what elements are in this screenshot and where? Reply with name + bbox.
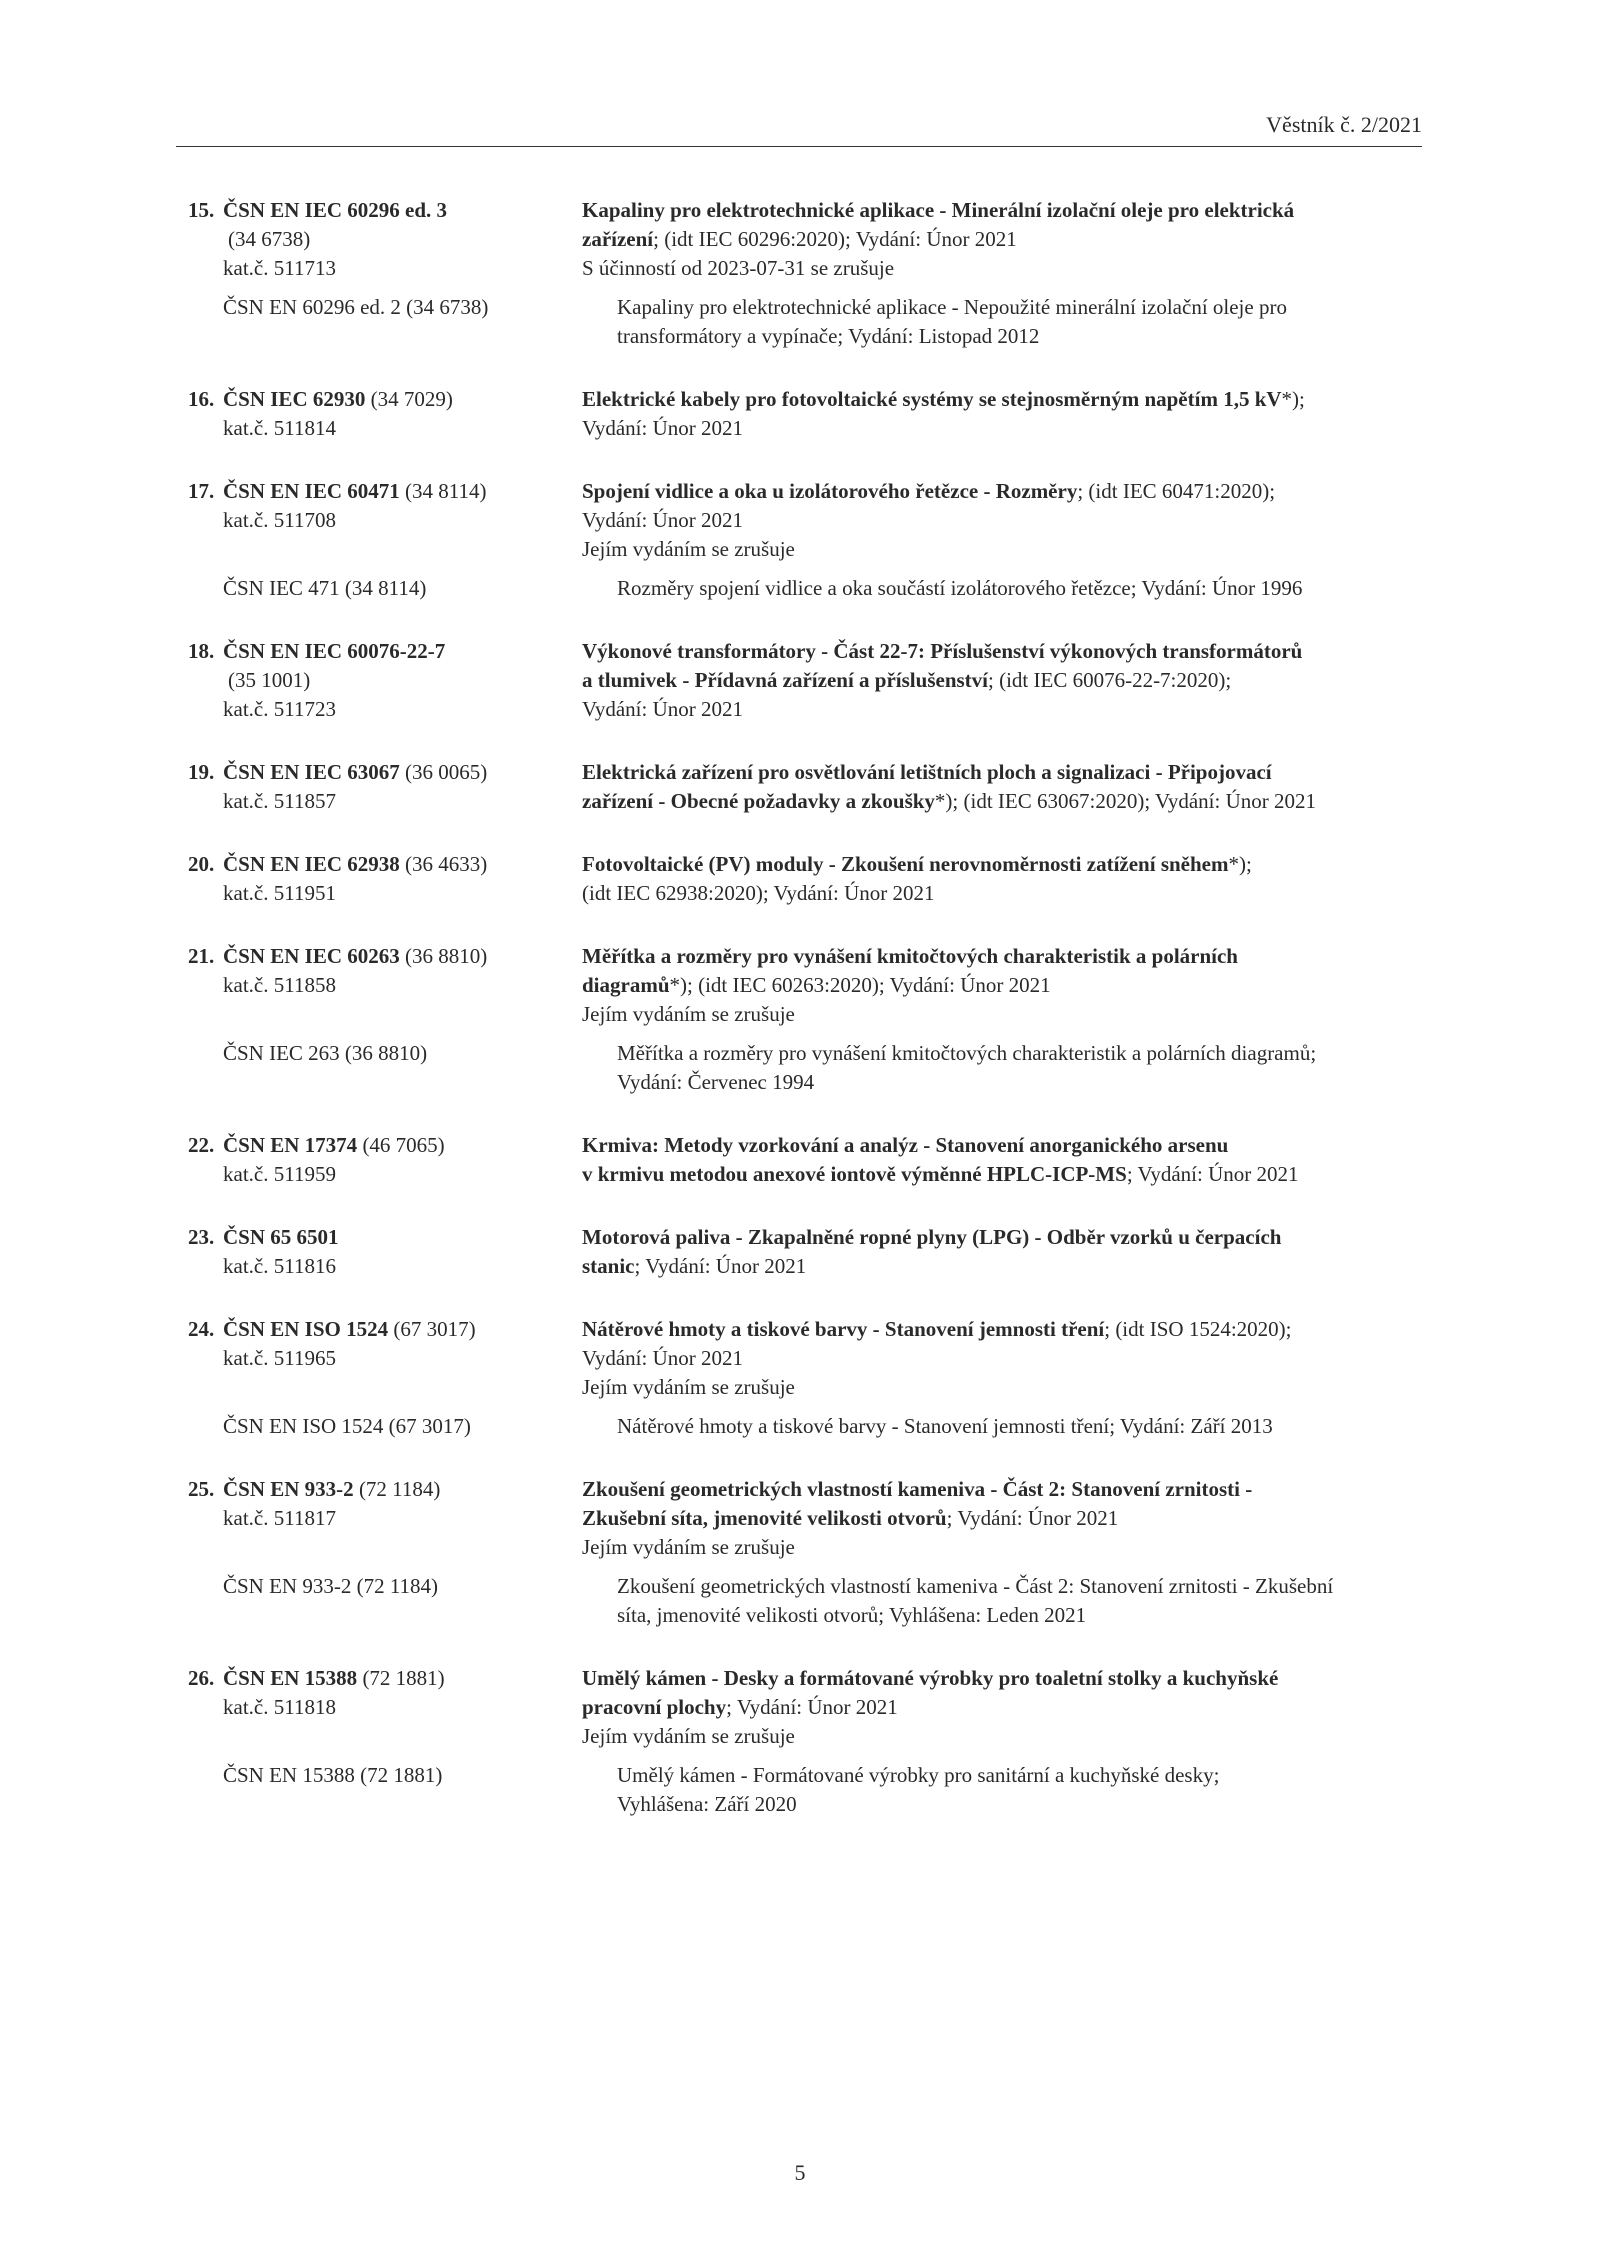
classification-number: (34 7029) xyxy=(365,387,453,411)
entry-identifiers xyxy=(188,637,582,724)
replaced-standard-code: ČSN IEC 263 (36 8810) xyxy=(223,1041,428,1065)
standard-code: ČSN EN IEC 63067 xyxy=(223,760,400,784)
standard-code: ČSN EN IEC 62938 xyxy=(223,852,400,876)
standard-title: Krmiva: Metody vzorkování a analýz - Stanovení anorganického arsenu xyxy=(582,1133,1229,1157)
replaced-standard-code: ČSN IEC 471 (34 8114) xyxy=(223,576,427,600)
standard-title: Elektrická zařízení pro osvětlování letištních ploch a signalizaci - Připojovací xyxy=(582,760,1272,784)
catalog-number: kat.č. 511959 xyxy=(223,1162,336,1186)
classification-number: (36 8810) xyxy=(399,944,488,968)
standard-details: ; Vydání: Únor 2021 xyxy=(946,1506,1119,1530)
entry-number: 22. xyxy=(188,1133,215,1157)
standard-title-cont: zařízení - Obecné požadavky a zkoušky xyxy=(582,789,935,813)
standard-title: Kapaliny pro elektrotechnické aplikace - Minerální izolační oleje pro elektrická xyxy=(582,198,1295,222)
standard-entry-20 xyxy=(188,850,1418,908)
standard-title: Nátěrové hmoty a tiskové barvy - Stanovení jemnosti tření xyxy=(582,1317,1105,1341)
replaced-standard-text xyxy=(617,1412,1418,1441)
standard-code: ČSN EN 17374 xyxy=(223,1133,358,1157)
replaced-standard-text xyxy=(617,1761,1418,1819)
standards-list xyxy=(188,196,1418,1853)
replaced-text-line: transformátory a vypínače; Vydání: Listopad 2012 xyxy=(617,324,1040,348)
entry-number: 19. xyxy=(188,760,215,784)
entry-number: 20. xyxy=(188,852,215,876)
standard-entry-25 xyxy=(188,1475,1418,1630)
catalog-number: kat.č. 511814 xyxy=(223,416,336,440)
standard-title: Zkoušení geometrických vlastností kameniva - Část 2: Stanovení zrnitosti - xyxy=(582,1477,1253,1501)
standard-entry-22 xyxy=(188,1131,1418,1189)
replacement-note: Jejím vydáním se zrušuje xyxy=(582,1375,795,1399)
standard-code: ČSN EN IEC 60076-22-7 xyxy=(223,639,446,663)
replaced-text-line: Zkoušení geometrických vlastností kameniva - Část 2: Stanovení zrnitosti - Zkušební xyxy=(617,1574,1334,1598)
standard-code: ČSN EN IEC 60263 xyxy=(223,944,400,968)
standard-details: ; Vydání: Únor 2021 xyxy=(1126,1162,1299,1186)
standard-title: Výkonové transformátory - Část 22-7: Příslušenství výkonových transformátorů xyxy=(582,639,1303,663)
standard-details: *); (idt IEC 63067:2020); Vydání: Únor 2021 xyxy=(934,789,1317,813)
entry-number: 25. xyxy=(188,1477,215,1501)
standard-entry-19 xyxy=(188,758,1418,816)
standard-details: *); (idt IEC 60263:2020); Vydání: Únor 2021 xyxy=(669,973,1051,997)
entry-number: 18. xyxy=(188,639,215,663)
entry-number: 17. xyxy=(188,479,215,503)
replacement-note: Jejím vydáním se zrušuje xyxy=(582,1724,795,1748)
replaced-standard-code: ČSN EN 60296 ed. 2 (34 6738) xyxy=(223,295,489,319)
standard-details: ; (idt IEC 60296:2020); Vydání: Únor 2021 xyxy=(653,227,1017,251)
standard-code: ČSN EN 933-2 xyxy=(223,1477,354,1501)
standard-title: Umělý kámen - Desky a formátované výrobky pro toaletní stolky a kuchyňské xyxy=(582,1666,1279,1690)
standard-title: Fotovoltaické (PV) moduly - Zkoušení nerovnoměrnosti zatížení sněhem xyxy=(582,852,1229,876)
standard-entry-23 xyxy=(188,1223,1418,1281)
standard-entry-21 xyxy=(188,942,1418,1097)
standard-code: ČSN IEC 62930 xyxy=(223,387,366,411)
entry-description xyxy=(582,850,1418,908)
replaced-text-line: Vyhlášena: Září 2020 xyxy=(617,1792,797,1816)
replaced-standard-code: ČSN EN 933-2 (72 1184) xyxy=(223,1574,439,1598)
entry-number: 16. xyxy=(188,387,215,411)
standard-title-cont: diagramů xyxy=(582,973,670,997)
catalog-number: kat.č. 511708 xyxy=(223,508,336,532)
replacement-note: Jejím vydáním se zrušuje xyxy=(582,1535,795,1559)
replaced-text-line: síta, jmenovité velikosti otvorů; Vyhlášena: Leden 2021 xyxy=(617,1603,1087,1627)
catalog-number: kat.č. 511858 xyxy=(223,973,336,997)
catalog-number: kat.č. 511816 xyxy=(223,1254,336,1278)
standard-entry-24 xyxy=(188,1315,1418,1441)
standard-title: Elektrické kabely pro fotovoltaické systémy se stejnosměrným napětím 1,5 kV xyxy=(582,387,1282,411)
page-number: 5 xyxy=(794,2160,806,2185)
classification-number: (72 1881) xyxy=(357,1666,445,1690)
standard-code: ČSN EN IEC 60296 ed. 3 xyxy=(223,198,448,222)
classification-number: (34 6738) xyxy=(228,227,311,251)
issue-date: Vydání: Únor 2021 xyxy=(582,416,743,440)
replacement-note: Jejím vydáním se zrušuje xyxy=(582,537,795,561)
catalog-number: kat.č. 511818 xyxy=(223,1695,336,1719)
entry-description xyxy=(582,1664,1418,1751)
standard-title-cont: stanic xyxy=(582,1254,635,1278)
entry-number: 23. xyxy=(188,1225,215,1249)
entry-identifiers xyxy=(188,1131,582,1189)
replaced-text-line: Umělý kámen - Formátované výrobky pro sanitární a kuchyňské desky; xyxy=(617,1763,1220,1787)
replaced-text-line: Měřítka a rozměry pro vynášení kmitočtových charakteristik a polárních diagramů; xyxy=(617,1041,1317,1065)
entry-description xyxy=(582,1131,1418,1189)
entry-description xyxy=(582,942,1418,1029)
standard-title-cont: zařízení xyxy=(582,227,654,251)
issue-date: Vydání: Únor 2021 xyxy=(582,1346,743,1370)
classification-number: (35 1001) xyxy=(228,668,311,692)
standard-entry-18 xyxy=(188,637,1418,724)
classification-number: (34 8114) xyxy=(399,479,487,503)
classification-number: (36 0065) xyxy=(399,760,488,784)
page-header xyxy=(176,110,1422,147)
entry-identifiers xyxy=(188,1223,582,1281)
standard-title-cont: a tlumivek - Přídavná zařízení a příslušenství xyxy=(582,668,988,692)
replaced-standard-code: ČSN EN 15388 (72 1881) xyxy=(223,1763,443,1787)
replaced-standard-text xyxy=(617,293,1418,351)
replaced-standard-code: ČSN EN ISO 1524 (67 3017) xyxy=(223,1414,471,1438)
catalog-number: kat.č. 511857 xyxy=(223,789,336,813)
standard-details: ; (idt IEC 60076-22-7:2020); xyxy=(988,668,1232,692)
entry-identifiers xyxy=(188,942,582,1029)
standard-entry-15 xyxy=(188,196,1418,351)
catalog-number: kat.č. 511817 xyxy=(223,1506,336,1530)
issue-date: Vydání: Únor 2021 xyxy=(582,508,743,532)
catalog-number: kat.č. 511723 xyxy=(223,697,336,721)
standard-title: Spojení vidlice a oka u izolátorového řetězce - Rozměry xyxy=(582,479,1078,503)
standard-code: ČSN EN 15388 xyxy=(223,1666,358,1690)
standard-details: ; Vydání: Únor 2021 xyxy=(726,1695,898,1719)
standard-details: *); xyxy=(1228,852,1252,876)
entry-identifiers xyxy=(188,385,582,443)
standard-code: ČSN 65 6501 xyxy=(223,1225,339,1249)
entry-description xyxy=(582,196,1418,283)
standard-details: ; (idt ISO 1524:2020); xyxy=(1104,1317,1292,1341)
entry-description xyxy=(582,1223,1418,1281)
entry-description xyxy=(582,1475,1418,1562)
replacement-note: Jejím vydáním se zrušuje xyxy=(582,1002,795,1026)
catalog-number: kat.č. 511951 xyxy=(223,881,336,905)
standard-details: ; (idt IEC 60471:2020); xyxy=(1077,479,1276,503)
standard-title-cont: Zkušební síta, jmenovité velikosti otvorů xyxy=(582,1506,947,1530)
entry-identifiers xyxy=(188,477,582,564)
standard-code: ČSN EN ISO 1524 xyxy=(223,1317,389,1341)
replaced-text-line: Rozměry spojení vidlice a oka součástí izolátorového řetězce; Vydání: Únor 1996 xyxy=(617,576,1303,600)
standard-title-cont: v krmivu metodou anexové iontově výměnné HPLC-ICP-MS xyxy=(582,1162,1127,1186)
catalog-number: kat.č. 511965 xyxy=(223,1346,336,1370)
standard-title-cont: pracovní plochy xyxy=(582,1695,727,1719)
entry-identifiers xyxy=(188,1475,582,1562)
replaced-standard-text xyxy=(617,1039,1418,1097)
bulletin-title: Věstník č. 2/2021 xyxy=(1266,112,1422,137)
entry-number: 26. xyxy=(188,1666,215,1690)
classification-number: (36 4633) xyxy=(399,852,488,876)
entry-description xyxy=(582,477,1418,564)
entry-identifiers xyxy=(188,850,582,908)
classification-number: (67 3017) xyxy=(388,1317,476,1341)
standard-entry-26 xyxy=(188,1664,1418,1819)
standard-details: ; Vydání: Únor 2021 xyxy=(634,1254,807,1278)
entry-description xyxy=(582,758,1418,816)
standard-entry-16 xyxy=(188,385,1418,443)
classification-number: (72 1184) xyxy=(353,1477,441,1501)
standard-title: Měřítka a rozměry pro vynášení kmitočtových charakteristik a polárních xyxy=(582,944,1238,968)
standard-details: *); xyxy=(1281,387,1305,411)
validity-note: S účinností od 2023-07-31 se zrušuje xyxy=(582,256,895,280)
entry-identifiers xyxy=(188,1315,582,1402)
replaced-standard-text xyxy=(617,574,1418,603)
issue-date: (idt IEC 62938:2020); Vydání: Únor 2021 xyxy=(582,881,935,905)
entry-identifiers xyxy=(188,196,582,283)
replaced-standard-text xyxy=(617,1572,1418,1630)
replaced-text-line: Vydání: Červenec 1994 xyxy=(617,1070,815,1094)
entry-description xyxy=(582,1315,1418,1402)
replaced-text-line: Kapaliny pro elektrotechnické aplikace - Nepoužité minerální izolační oleje pro xyxy=(617,295,1287,319)
entry-identifiers xyxy=(188,758,582,816)
issue-date: Vydání: Únor 2021 xyxy=(582,697,743,721)
standard-entry-17 xyxy=(188,477,1418,603)
classification-number: (46 7065) xyxy=(357,1133,445,1157)
standard-code: ČSN EN IEC 60471 xyxy=(223,479,400,503)
entry-number: 21. xyxy=(188,944,215,968)
replaced-text-line: Nátěrové hmoty a tiskové barvy - Stanovení jemnosti tření; Vydání: Září 2013 xyxy=(617,1414,1273,1438)
standard-title: Motorová paliva - Zkapalněné ropné plyny (LPG) - Odběr vzorků u čerpacích xyxy=(582,1225,1282,1249)
entry-number: 15. xyxy=(188,198,215,222)
entry-description xyxy=(582,385,1418,443)
entry-number: 24. xyxy=(188,1317,215,1341)
catalog-number: kat.č. 511713 xyxy=(223,256,336,280)
entry-identifiers xyxy=(188,1664,582,1751)
entry-description xyxy=(582,637,1418,724)
